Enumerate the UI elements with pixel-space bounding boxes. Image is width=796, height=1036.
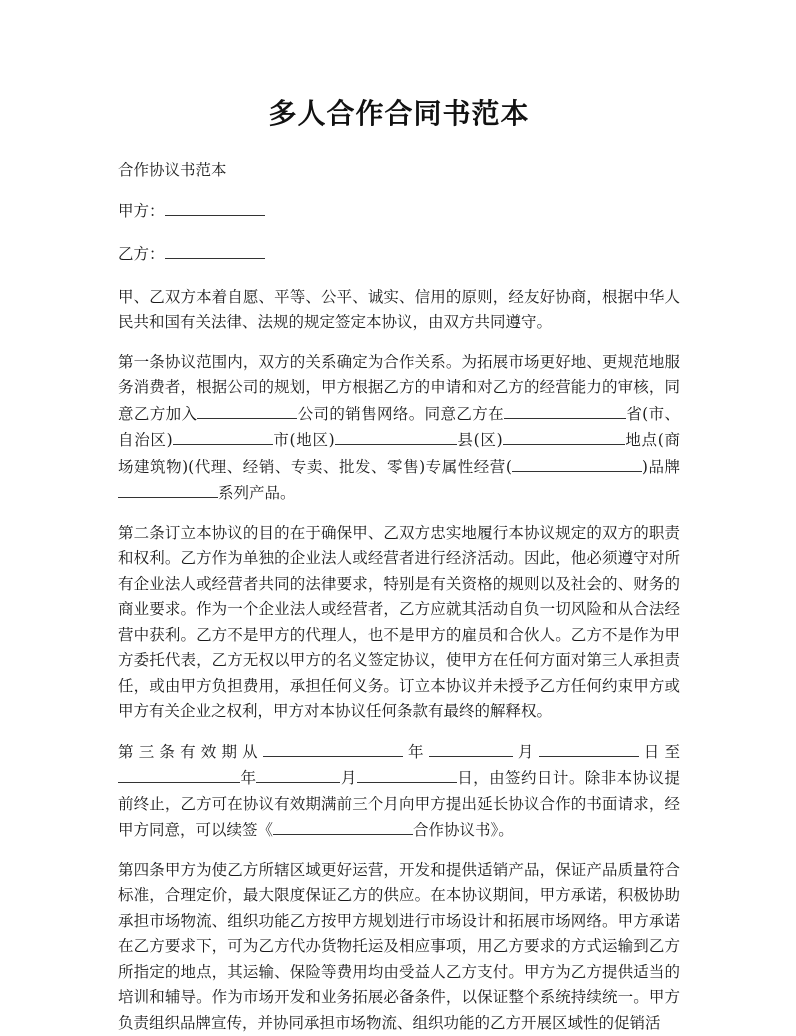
article-1-text: 地点(商场建筑物)(代理、经销、专卖、批发、零售)专属性经营( bbox=[118, 431, 680, 476]
end-year-blank[interactable] bbox=[118, 765, 240, 783]
city-blank[interactable] bbox=[173, 427, 273, 445]
article-1-text: 公司的销售网络。同意乙方在 bbox=[297, 405, 504, 423]
article-3-text: 第三条有效期从 bbox=[118, 743, 263, 761]
business-scope-blank[interactable] bbox=[512, 454, 642, 472]
renewal-blank[interactable] bbox=[273, 817, 413, 835]
party-b-line bbox=[118, 241, 680, 268]
end-day-blank[interactable] bbox=[357, 765, 457, 783]
start-month-blank[interactable] bbox=[429, 739, 513, 757]
brand-blank[interactable] bbox=[118, 480, 218, 498]
article-3-text: 日至 bbox=[639, 743, 680, 761]
end-month-blank[interactable] bbox=[256, 765, 340, 783]
start-day-blank[interactable] bbox=[539, 739, 639, 757]
article-1-text: 县(区) bbox=[457, 431, 503, 449]
intro-paragraph: 甲、乙双方本着自愿、平等、公平、诚实、信用的原则，经友好协商，根据中华人民共和国有关法律、法规的规定签定本协议，由双方共同遵守。 bbox=[118, 285, 680, 336]
article-3-text: 日，由签约日计。除非本协议提前终止，乙方可在协议有效期满前三个月向甲方提出延长协议合作的书面请求，经甲方同意，可以续签《 bbox=[118, 769, 680, 839]
party-a-blank[interactable] bbox=[165, 198, 265, 216]
article-3-text: 合作协议书》。 bbox=[413, 821, 514, 839]
article-3-text: 月 bbox=[513, 743, 539, 761]
article-3 bbox=[118, 739, 680, 844]
article-1-text: 市(地区) bbox=[273, 431, 335, 449]
province-blank[interactable] bbox=[504, 401, 626, 419]
location-blank[interactable] bbox=[503, 427, 625, 445]
start-year-blank[interactable] bbox=[263, 739, 403, 757]
article-1-text: 省(市、自治区) bbox=[118, 405, 680, 450]
article-2: 第二条订立本协议的目的在于确保甲、乙双方忠实地履行本协议规定的双方的职责和权利。乙方作为单独的企业法人或经营者进行经济活动。因此，他必须遵守对所有企业法人或经营者共同的法律要求，特别是有关资格的规则以及社会的、财务的商业要求。作为一个企业法人或经营者，乙方应就其活动自负一切风险和从合法经营中获利。乙方不是甲方的代理人，也不是甲方的雇员和合伙人。乙方不是作为甲方委托代表，乙方无权以甲方的名义签定协议，使甲方在任何方面对第三人承担责任，或由甲方负担费用，承担任何义务。订立本协议并未授予乙方任何约束甲方或甲方有关企业之权利，甲方对本协议任何条款有最终的解释权。 bbox=[118, 521, 680, 725]
party-b-label: 乙方： bbox=[118, 245, 165, 263]
party-a-line bbox=[118, 198, 680, 225]
article-1-text: 第一条协议范围内，双方的关系确定为合作关系。为拓展市场更好地、更规范地服务消费者，根据公司的规划，甲方根据乙方的申请和对乙方的经营能力的审核，同意乙方加入 bbox=[118, 353, 680, 423]
article-4: 第四条甲方为使乙方所辖区域更好运营，开发和提供适销产品，保证产品质量符合标准，合理定价，最大限度保证乙方的供应。在本协议期间，甲方承诺，积极协助承担市场物流、组织功能乙方按甲方规划进行市场设计和拓展市场网络。甲方承诺在乙方要求下，可为乙方代办货物托运及相应事项，用乙方要求的方式运输到乙方所指定的地点，其运输、保险等费用均由受益人乙方支付。甲方为乙方提供适当的培训和辅导。作为市场开发和业务拓展必备条件，以保证整个系统持续统一。甲方负责组织品牌宣传，并协同承担市场物流、组织功能的乙方开展区域性的促销活 bbox=[118, 858, 680, 1036]
document-subtitle: 合作协议书范本 bbox=[118, 158, 680, 184]
document-title: 多人合作合同书范本 bbox=[118, 92, 680, 132]
county-blank[interactable] bbox=[335, 427, 457, 445]
article-3-text: 年 bbox=[403, 743, 429, 761]
party-a-label: 甲方： bbox=[118, 202, 165, 220]
company-blank[interactable] bbox=[197, 401, 297, 419]
article-1 bbox=[118, 350, 680, 507]
article-3-text: 年 bbox=[240, 769, 256, 787]
article-1-text: 系列产品。 bbox=[218, 484, 296, 502]
party-b-blank[interactable] bbox=[165, 241, 265, 259]
article-3-text: 月 bbox=[340, 769, 356, 787]
article-1-text: )品牌 bbox=[642, 458, 680, 476]
